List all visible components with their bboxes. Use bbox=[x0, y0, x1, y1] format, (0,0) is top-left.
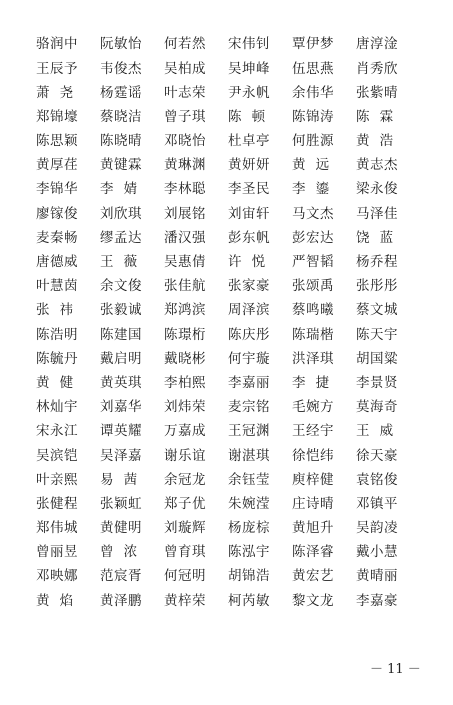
name-row bbox=[36, 275, 436, 299]
name-entry: 曾丽昱 bbox=[36, 544, 78, 561]
name-row bbox=[36, 130, 436, 154]
name-entry: 何胜源 bbox=[292, 133, 334, 150]
name-entry: 张佳航 bbox=[164, 278, 206, 295]
name-entry: 缪孟达 bbox=[100, 229, 142, 246]
name-row bbox=[36, 227, 436, 251]
name-entry: 宋伟钊 bbox=[228, 36, 270, 53]
name-entry: 肖秀欣 bbox=[356, 60, 398, 77]
name-row bbox=[36, 202, 436, 226]
name-entry: 黄妍妍 bbox=[228, 157, 270, 174]
name-entry: 陈天宇 bbox=[356, 326, 398, 343]
name-entry: 黄旭升 bbox=[292, 520, 334, 537]
name-row bbox=[36, 396, 436, 420]
name-entry: 李嘉丽 bbox=[228, 374, 270, 391]
names-grid bbox=[36, 33, 436, 614]
name-entry: 李 婧 bbox=[100, 181, 138, 198]
name-entry: 麦宗铭 bbox=[228, 399, 270, 416]
name-entry: 刘璇辉 bbox=[164, 520, 206, 537]
name-entry: 吴泽嘉 bbox=[100, 447, 142, 464]
name-entry: 吴坤峰 bbox=[228, 60, 270, 77]
name-entry: 邓映娜 bbox=[36, 568, 78, 585]
name-entry: 李 捷 bbox=[292, 374, 330, 391]
name-entry: 王辰予 bbox=[36, 60, 78, 77]
name-entry: 吴滨铠 bbox=[36, 447, 78, 464]
name-entry: 张颂禹 bbox=[292, 278, 334, 295]
name-row bbox=[36, 541, 436, 565]
name-entry: 李柏熙 bbox=[164, 374, 206, 391]
name-entry: 胡锦浩 bbox=[228, 568, 270, 585]
page-number: － 11 － bbox=[370, 662, 421, 677]
name-entry: 叶慧茵 bbox=[36, 278, 78, 295]
name-entry: 黄泽鹏 bbox=[100, 592, 142, 609]
name-entry: 张 祎 bbox=[36, 302, 74, 319]
name-entry: 黄志杰 bbox=[356, 157, 398, 174]
name-entry: 吴韵凌 bbox=[356, 520, 398, 537]
name-entry: 余钰莹 bbox=[228, 471, 270, 488]
name-entry: 郑子优 bbox=[164, 495, 206, 512]
name-row bbox=[36, 81, 436, 105]
name-entry: 彭宏达 bbox=[292, 229, 334, 246]
name-row bbox=[36, 444, 436, 468]
name-entry: 黄 健 bbox=[36, 374, 74, 391]
name-entry: 黄晴丽 bbox=[356, 568, 398, 585]
name-entry: 邓镇平 bbox=[356, 495, 398, 512]
name-entry: 许 悦 bbox=[228, 254, 266, 271]
name-entry: 叶志荣 bbox=[164, 84, 206, 101]
name-entry: 林灿宇 bbox=[36, 399, 78, 416]
name-entry: 余冠龙 bbox=[164, 471, 206, 488]
name-entry: 黄 焰 bbox=[36, 592, 74, 609]
name-row bbox=[36, 589, 436, 613]
name-row bbox=[36, 251, 436, 275]
name-entry: 戴启明 bbox=[100, 350, 142, 367]
name-entry: 李嘉豪 bbox=[356, 592, 398, 609]
name-entry: 毛婉方 bbox=[292, 399, 334, 416]
name-entry: 马文杰 bbox=[292, 205, 334, 222]
name-entry: 潘汉强 bbox=[164, 229, 206, 246]
name-entry: 郑鸿滨 bbox=[164, 302, 206, 319]
name-entry: 莫海奇 bbox=[356, 399, 398, 416]
name-entry: 洪泽琪 bbox=[292, 350, 334, 367]
name-row bbox=[36, 299, 436, 323]
name-entry: 杨乔程 bbox=[356, 254, 398, 271]
name-entry: 谭英耀 bbox=[100, 423, 142, 440]
name-entry: 叶亲熙 bbox=[36, 471, 78, 488]
name-entry: 陈泓宇 bbox=[228, 544, 270, 561]
name-entry: 万嘉成 bbox=[164, 423, 206, 440]
name-entry: 陈浩明 bbox=[36, 326, 78, 343]
name-entry: 陈建国 bbox=[100, 326, 142, 343]
name-entry: 陈思颖 bbox=[36, 133, 78, 150]
name-entry: 庾梓健 bbox=[292, 471, 334, 488]
name-entry: 张紫晴 bbox=[356, 84, 398, 101]
name-entry: 黄健明 bbox=[100, 520, 142, 537]
name-entry: 黄 远 bbox=[292, 157, 330, 174]
name-entry: 刘欣琪 bbox=[100, 205, 142, 222]
name-entry: 张毅诚 bbox=[100, 302, 142, 319]
name-entry: 戴小慧 bbox=[356, 544, 398, 561]
name-entry: 陈璟桁 bbox=[164, 326, 206, 343]
name-entry: 李圣民 bbox=[228, 181, 270, 198]
name-entry: 陈瑞楷 bbox=[292, 326, 334, 343]
name-entry: 曾子琪 bbox=[164, 108, 206, 125]
name-entry: 胡国粱 bbox=[356, 350, 398, 367]
name-entry: 梁永俊 bbox=[356, 181, 398, 198]
name-entry: 蔡晓洁 bbox=[100, 108, 142, 125]
name-entry: 陈庆彤 bbox=[228, 326, 270, 343]
name-entry: 谢湛琪 bbox=[228, 447, 270, 464]
name-entry: 彭东帆 bbox=[228, 229, 270, 246]
name-entry: 邓晓怡 bbox=[164, 133, 206, 150]
name-entry: 张彤彤 bbox=[356, 278, 398, 295]
name-row bbox=[36, 57, 436, 81]
name-entry: 黄宏艺 bbox=[292, 568, 334, 585]
name-entry: 宋永江 bbox=[36, 423, 78, 440]
name-entry: 黄厚荏 bbox=[36, 157, 78, 174]
name-entry: 黎文龙 bbox=[292, 592, 334, 609]
name-entry: 徐天豪 bbox=[356, 447, 398, 464]
name-row bbox=[36, 178, 436, 202]
name-row bbox=[36, 154, 436, 178]
name-entry: 李 鎏 bbox=[292, 181, 330, 198]
name-entry: 戴晓彬 bbox=[164, 350, 206, 367]
name-row bbox=[36, 565, 436, 589]
name-row bbox=[36, 517, 436, 541]
name-entry: 易 茜 bbox=[100, 471, 138, 488]
name-entry: 王经宇 bbox=[292, 423, 334, 440]
name-entry: 黄梓荣 bbox=[164, 592, 206, 609]
name-entry: 麦秦畅 bbox=[36, 229, 78, 246]
name-row bbox=[36, 493, 436, 517]
name-entry: 张健程 bbox=[36, 495, 78, 512]
name-entry: 黄 浩 bbox=[356, 133, 394, 150]
name-entry: 唐淳淦 bbox=[356, 36, 398, 53]
name-entry: 张颖虹 bbox=[100, 495, 142, 512]
name-entry: 尹永帆 bbox=[228, 84, 270, 101]
name-entry: 唐德威 bbox=[36, 254, 78, 271]
name-entry: 曾 浓 bbox=[100, 544, 138, 561]
name-entry: 杨霆谣 bbox=[100, 84, 142, 101]
name-entry: 王 威 bbox=[356, 423, 394, 440]
name-entry: 刘展铭 bbox=[164, 205, 206, 222]
name-entry: 余文俊 bbox=[100, 278, 142, 295]
name-entry: 陈毓丹 bbox=[36, 350, 78, 367]
name-entry: 郑伟城 bbox=[36, 520, 78, 537]
name-entry: 陈 霖 bbox=[356, 108, 394, 125]
name-row bbox=[36, 106, 436, 130]
name-entry: 徐恺纬 bbox=[292, 447, 334, 464]
name-entry: 马泽佳 bbox=[356, 205, 398, 222]
name-entry: 陈 顿 bbox=[228, 108, 266, 125]
name-entry: 袁铭俊 bbox=[356, 471, 398, 488]
name-entry: 萧 尧 bbox=[36, 84, 74, 101]
name-entry: 王冠渊 bbox=[228, 423, 270, 440]
name-entry: 范宸胥 bbox=[100, 568, 142, 585]
name-entry: 吴柏成 bbox=[164, 60, 206, 77]
name-entry: 黄英琪 bbox=[100, 374, 142, 391]
name-entry: 严智韬 bbox=[292, 254, 334, 271]
name-row bbox=[36, 323, 436, 347]
name-entry: 何冠明 bbox=[164, 568, 206, 585]
name-row bbox=[36, 347, 436, 371]
name-entry: 庄诗晴 bbox=[292, 495, 334, 512]
name-entry: 陈晓晴 bbox=[100, 133, 142, 150]
name-entry: 何宇璇 bbox=[228, 350, 270, 367]
name-entry: 刘嘉华 bbox=[100, 399, 142, 416]
name-row bbox=[36, 372, 436, 396]
name-entry: 曾育琪 bbox=[164, 544, 206, 561]
name-entry: 陈锦涛 bbox=[292, 108, 334, 125]
name-entry: 李景贤 bbox=[356, 374, 398, 391]
name-entry: 朱婉滢 bbox=[228, 495, 270, 512]
name-entry: 黄琳渊 bbox=[164, 157, 206, 174]
name-row bbox=[36, 33, 436, 57]
name-entry: 黄键霖 bbox=[100, 157, 142, 174]
name-entry: 饶 蓝 bbox=[356, 229, 394, 246]
name-entry: 蔡文城 bbox=[356, 302, 398, 319]
name-entry: 韦俊杰 bbox=[100, 60, 142, 77]
name-entry: 王 薇 bbox=[100, 254, 138, 271]
name-entry: 伍思燕 bbox=[292, 60, 334, 77]
name-entry: 杨庞棕 bbox=[228, 520, 270, 537]
name-entry: 杜卓亭 bbox=[228, 133, 270, 150]
name-entry: 蔡鸣曦 bbox=[292, 302, 334, 319]
name-entry: 余伟华 bbox=[292, 84, 334, 101]
name-entry: 何若然 bbox=[164, 36, 206, 53]
name-entry: 吴惠倩 bbox=[164, 254, 206, 271]
name-entry: 骆润中 bbox=[36, 36, 78, 53]
name-entry: 刘炜荣 bbox=[164, 399, 206, 416]
name-row bbox=[36, 468, 436, 492]
name-entry: 阮敏怡 bbox=[100, 36, 142, 53]
name-entry: 陈泽睿 bbox=[292, 544, 334, 561]
name-entry: 李锦华 bbox=[36, 181, 78, 198]
name-entry: 谢乐谊 bbox=[164, 447, 206, 464]
name-entry: 周泽滨 bbox=[228, 302, 270, 319]
name-entry: 郑锦壕 bbox=[36, 108, 78, 125]
name-entry: 廖镓俊 bbox=[36, 205, 78, 222]
name-entry: 覃伊梦 bbox=[292, 36, 334, 53]
name-entry: 柯芮敏 bbox=[228, 592, 270, 609]
name-entry: 刘宙轩 bbox=[228, 205, 270, 222]
name-entry: 李林聪 bbox=[164, 181, 206, 198]
name-entry: 张家豪 bbox=[228, 278, 270, 295]
name-row bbox=[36, 420, 436, 444]
